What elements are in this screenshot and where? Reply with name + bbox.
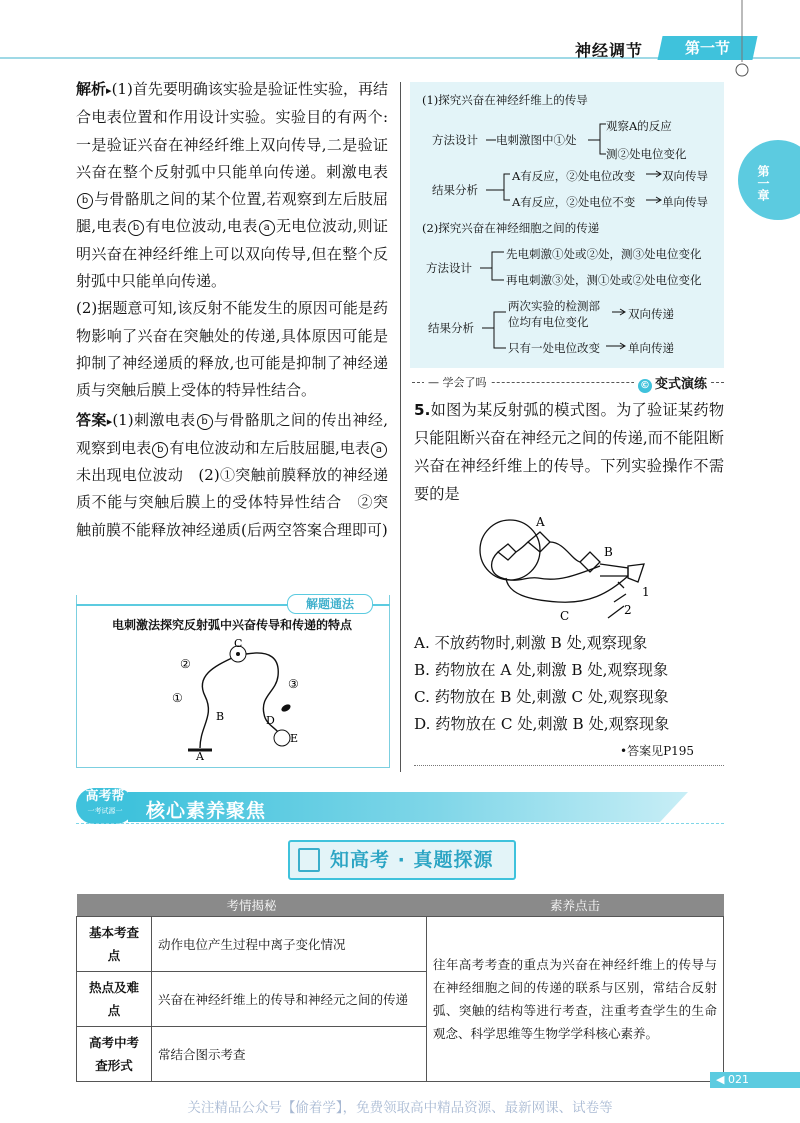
flow-method-mid: 电刺激图中①处 (496, 133, 577, 147)
option-a[interactable]: A. 不放药物时,刺激 B 处,观察现象 (414, 634, 648, 652)
reflex-arc-figure (478, 502, 668, 630)
analysis-label: 解析 (76, 80, 107, 98)
flow-result-r2: A有反应，②处电位不变 (512, 195, 636, 209)
flow-method-r1: 观察A的反应 (606, 119, 672, 133)
label-3: ③ (288, 677, 299, 691)
arrow-icon: ▸ (106, 414, 113, 428)
document-icon (298, 848, 320, 872)
answer-text-1: (1)刺激电表 (112, 410, 196, 429)
literacy-text: 往年高考考查的重点为兴奋在神经纤维上的传导与在神经细胞之间的传递的联系与区别，常结合反射弧、突触的结构等进行考查，注重考查学生的生命观念、科学思维等生物学学科核心素养。 (427, 917, 724, 1082)
meter-b-icon: b (128, 220, 144, 236)
row-key: 热点及难点 (77, 972, 152, 1027)
fig-label-C: C (560, 609, 570, 623)
flow-result-label: 结果分析 (432, 183, 478, 197)
label-2: ② (180, 657, 191, 671)
question-text: 如图为某反射弧的模式图。为了验证某药物只能阻断兴奋在神经元之间的传递,而不能阻断兴奋在神经纤维上的传导。下列实验操作不需要的是 (414, 401, 724, 503)
chapter-title: 神经调节 (575, 41, 644, 60)
flow-method2-label: 方法设计 (426, 261, 472, 275)
flow-result2-r1a: 两次实验的检测部 (508, 299, 600, 313)
row-value: 常结合图示考查 (152, 1027, 427, 1082)
meter-b-icon: b (77, 193, 93, 209)
label-A: A (196, 750, 204, 762)
method-box-title: 电刺激法探究反射弧中兴奋传导和传递的特点 (111, 618, 352, 632)
answer-reference: •答案见P195 (620, 744, 695, 758)
method-badge: 解题通法 (287, 594, 373, 614)
label-E: E (290, 732, 299, 745)
fig-label-2: 2 (624, 603, 632, 617)
analysis-text-4: 无电位波动,则证明兴奋在神经纤维上可以双向传导,但在整个反射弧中只能单向传递。 (76, 217, 388, 291)
meter-a-icon: a (371, 442, 387, 458)
row-key: 高考中考查形式 (77, 1027, 152, 1082)
section-tab: 第一节 (657, 36, 757, 60)
variant-icon: © (640, 380, 650, 391)
question-stem (414, 396, 724, 508)
label-C: C (234, 637, 243, 650)
meter-b-icon: b (152, 442, 168, 458)
flow-result-r1: A有反应，②处电位改变 (512, 169, 636, 183)
column-divider (400, 82, 401, 772)
row-key: 基本考查点 (77, 917, 152, 972)
footer-text: 关注精品公众号【偷着学】，免费领取高中精品资源、最新网课、试卷等 (187, 1100, 613, 1116)
analysis-text-3: 有电位波动,电表 (145, 217, 258, 236)
fig-label-1: 1 (642, 585, 650, 599)
flow-result2-label: 结果分析 (428, 321, 474, 335)
flow-method-label: 方法设计 (432, 133, 478, 147)
flow-result2-r2-out: 单向传递 (628, 341, 674, 355)
analysis-text-5: (2)据题意可知,该反射不能发生的原因可能是药物影响了兴奋在突触处的传递,具体原因可能是抑制了神经递质的释放,也可能是抑制了神经递质与突触后膜上受体的特异性结合。 (76, 299, 388, 400)
analysis-text-1: (1)首先要明确该实验是验证性实验，再结合电表位置和作用设计实验。实验目的有两个:一是验证兴奋在神经纤维上双向传导,二是验证兴奋在整个反射弧中只能单向传递。刺激电表 (76, 80, 388, 181)
flow-heading-1: (1)探究兴奋在神经纤维上的传导 (422, 93, 588, 107)
arrow-icon: ▸ (106, 84, 112, 97)
row-value: 动作电位产生过程中离子变化情况 (152, 917, 427, 972)
answer-rule (414, 765, 724, 767)
analysis-text-2: 与骨骼肌之间的某个位置,若观察到左后肢屈腿,电表 (76, 190, 388, 236)
option-c[interactable]: C. 药物放在 B 处,刺激 C 处,观察现象 (414, 688, 669, 706)
flow-method2-r1: 先电刺激①处或②处，测③处电位变化 (506, 247, 702, 261)
meter-a-icon: a (259, 220, 275, 236)
option-d[interactable]: D. 药物放在 C 处,刺激 B 处,观察现象 (414, 715, 670, 733)
flow-heading-2: (2)探究兴奋在神经细胞之间的传递 (422, 221, 600, 235)
label-B: B (216, 710, 225, 723)
fig-label-B: B (604, 545, 613, 559)
table-head-right: 素养点击 (427, 894, 724, 917)
flow-result2-r1b: 位均有电位变化 (508, 315, 589, 329)
exam-table (76, 894, 724, 1082)
bookmark-lamp-icon (735, 0, 749, 80)
gaokaobang-badge: 高考帮 一考试源一 (76, 788, 134, 824)
flow-result2-r2: 只有一处电位改变 (508, 341, 600, 355)
flow-connectors (410, 82, 724, 368)
page-number: ◀ 021 (710, 1072, 800, 1088)
flow-result-r1-out: 双向传导 (662, 169, 708, 183)
banner-rule (76, 823, 724, 825)
fig-label-A: A (536, 515, 545, 529)
answer-text-2: 与骨骼肌之间的传出神经,观察到电表 (76, 410, 388, 457)
side-chapter-label: 第一章 (756, 165, 770, 201)
label-1: ① (172, 691, 183, 705)
meter-b-icon: b (197, 414, 213, 430)
label-D: D (266, 714, 275, 727)
learn-label: — 学会了吗 (424, 374, 491, 390)
question-number: 5. (414, 401, 431, 419)
flow-method2-r2: 再电刺激③处，测①处或②处电位变化 (506, 273, 702, 287)
option-b[interactable]: B. 药物放在 A 处,刺激 B 处,观察现象 (414, 661, 669, 679)
table-head-left: 考情揭秘 (77, 894, 427, 917)
core-banner-title: 核心素养聚焦 (146, 800, 267, 822)
answer-text-3: 有电位波动和左后肢屈腿,电表 (169, 438, 370, 457)
answer-text-4: 未出现电位波动 (2)①突触前膜释放的神经递质不能与突触后膜上的受体特异性结合 ②突触前膜不能释放神经递质(后两空答案合理即可) (76, 466, 388, 539)
flow-result2-r1-out: 双向传递 (628, 307, 674, 321)
row-value: 兴奋在神经纤维上的传导和神经元之间的传递 (152, 972, 427, 1027)
flow-result-r2-out: 单向传导 (662, 195, 708, 209)
flow-method-r2: 测②处电位变化 (606, 147, 687, 161)
zhigaokao-title: 知高考 · 真题探源 (330, 849, 494, 871)
answer-label: 答案 (76, 410, 107, 429)
table-row (77, 917, 724, 972)
reflex-arc-diagram (160, 636, 320, 762)
analysis-block (76, 76, 388, 544)
variant-badge: © 变式演练 (634, 373, 711, 393)
